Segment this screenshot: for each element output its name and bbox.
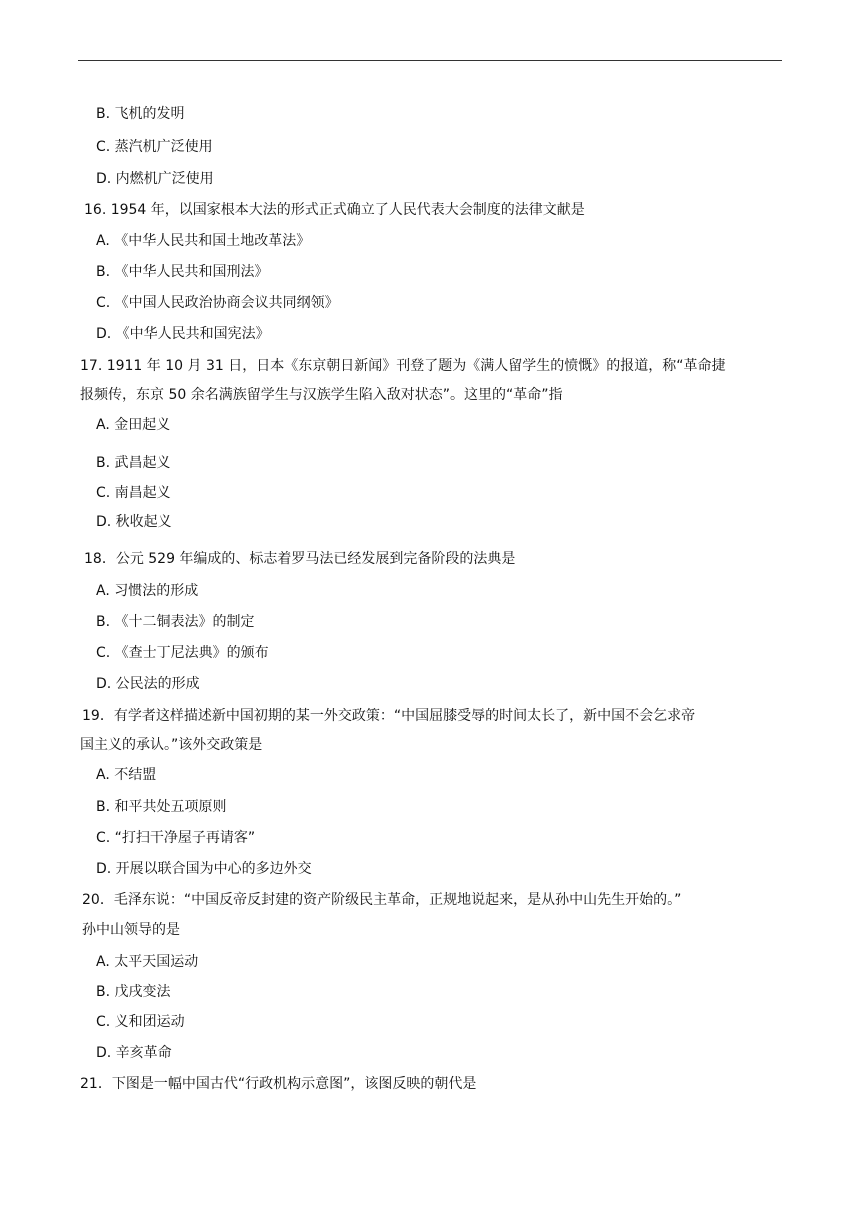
option-15-B: B. 飞机的发明 [96,106,185,122]
question-21-stem: 21．下图是一幅中国古代“行政机构示意图”，该图反映的朝代是 [80,1076,477,1092]
question-20-stem-line-2: 孙中山领导的是 [82,922,180,938]
option-17-A: A. 金田起义 [96,417,171,433]
option-17-C: C. 南昌起义 [96,485,171,501]
option-19-D: D. 开展以联合国为中心的多边外交 [96,861,312,877]
option-19-A: A. 不结盟 [96,767,157,783]
question-19-stem-line-1: 19．有学者这样描述新中国初期的某一外交政策：“中国屈膝受辱的时间太长了，新中国不会乞求帝 [82,708,696,724]
option-16-C: C. 《中国人民政治协商会议共同纲领》 [96,295,339,311]
option-19-C: C. “打扫干净屋子再请客” [96,830,256,846]
option-17-B: B. 武昌起义 [96,455,171,471]
option-20-A: A. 太平天国运动 [96,954,199,970]
option-18-A: A. 习惯法的形成 [96,583,199,599]
header-rule [78,60,782,61]
question-16-stem: 16. 1954 年，以国家根本大法的形式正式确立了人民代表大会制度的法律文献是 [84,202,585,218]
option-16-D: D. 《中华人民共和国宪法》 [96,326,270,342]
question-17-stem-line-1: 17. 1911 年 10 月 31 日，日本《东京朝日新闻》刊登了题为《满人留学生的愤慨》的报道，称“革命捷 [80,358,726,374]
question-17-stem-line-2: 报频传，东京 50 余名满族留学生与汉族学生陷入敌对状态”。这里的“革命”指 [80,387,563,403]
question-20-stem-line-1: 20．毛泽东说：“中国反帝反封建的资产阶级民主革命，正规地说起来，是从孙中山先生开始的。” [82,892,682,908]
option-18-C: C. 《查士丁尼法典》的颁布 [96,645,269,661]
option-19-B: B. 和平共处五项原则 [96,799,227,815]
option-15-D: D. 内燃机广泛使用 [96,171,214,187]
option-16-A: A. 《中华人民共和国土地改革法》 [96,233,311,249]
option-18-B: B. 《十二铜表法》的制定 [96,614,255,630]
question-19-stem-line-2: 国主义的承认。”该外交政策是 [80,737,263,753]
option-17-D: D. 秋收起义 [96,514,172,530]
option-20-B: B. 戊戌变法 [96,984,171,1000]
option-16-B: B. 《中华人民共和国刑法》 [96,264,269,280]
option-20-C: C. 义和团运动 [96,1014,185,1030]
option-15-C: C. 蒸汽机广泛使用 [96,139,213,155]
option-20-D: D. 辛亥革命 [96,1045,172,1061]
option-18-D: D. 公民法的形成 [96,676,200,692]
question-18-stem: 18．公元 529 年编成的、标志着罗马法已经发展到完备阶段的法典是 [84,551,516,567]
